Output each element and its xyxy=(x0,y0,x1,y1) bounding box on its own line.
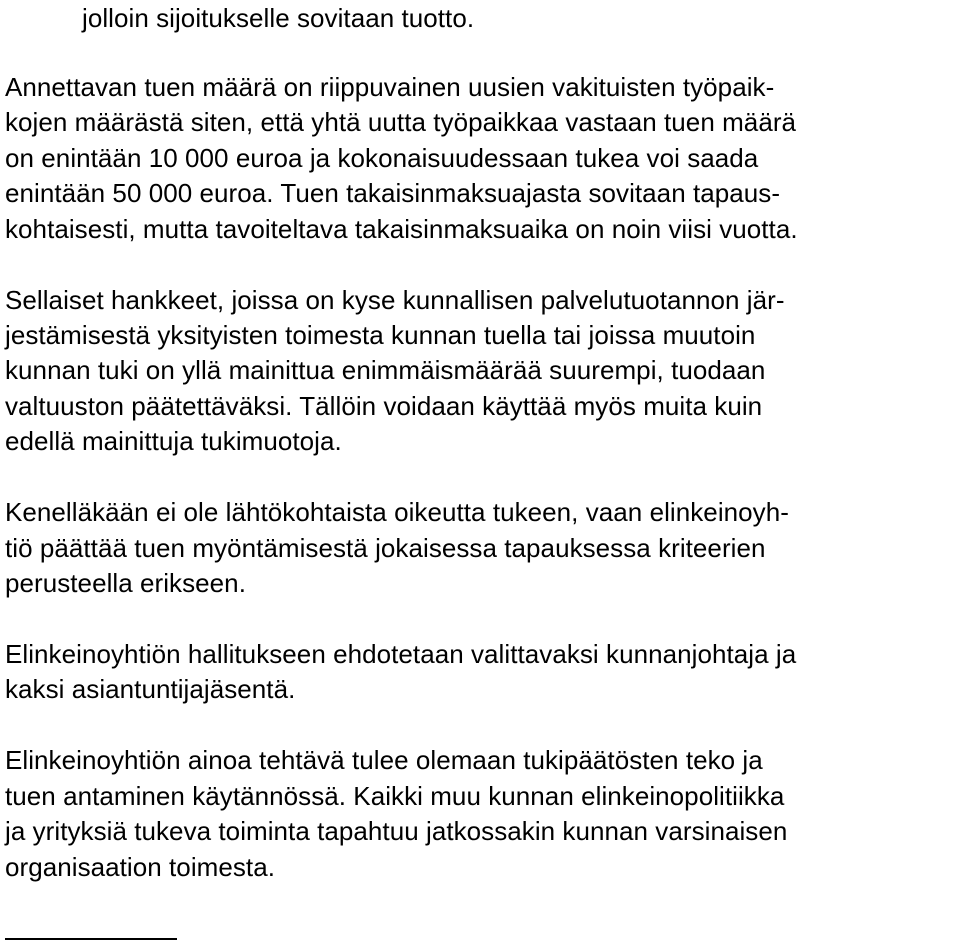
paragraph-6-line-1: Elinkeinoyhtiön ainoa tehtävä tulee olemaan tukipäätösten teko ja xyxy=(5,745,763,775)
paragraph-1-line-1: jolloin sijoitukselle sovitaan tuotto. xyxy=(82,3,475,33)
paragraph-4-line-3: perusteella erikseen. xyxy=(5,568,246,598)
paragraph-2-line-1: Annettavan tuen määrä on riippuvainen uusien vakituisten työpaik- xyxy=(5,72,775,102)
paragraph-2-line-5: kohtaisesti, mutta tavoiteltava takaisinmaksuaika on noin viisi vuotta. xyxy=(5,214,798,244)
paragraph-6-line-2: tuen antaminen käytännössä. Kaikki muu kunnan elinkeinopolitiikka xyxy=(5,781,785,811)
paragraph-2-line-4: enintään 50 000 euroa. Tuen takaisinmaksuajasta sovitaan tapaus- xyxy=(5,178,781,208)
paragraph-5-line-1: Elinkeinoyhtiön hallitukseen ehdotetaan valittavaksi kunnanjohtaja ja xyxy=(5,639,797,669)
paragraph-3-line-1: Sellaiset hankkeet, joissa on kyse kunnallisen palvelutuotannon jär- xyxy=(5,285,785,315)
paragraph-6-line-3: ja yrityksiä tukeva toiminta tapahtuu jatkossakin kunnan varsinaisen xyxy=(5,816,788,846)
footnote-separator-rule xyxy=(5,938,177,940)
paragraph-3-line-2: jestämisestä yksityisten toimesta kunnan tuella tai joissa muutoin xyxy=(5,320,756,350)
paragraph-3-line-3: kunnan tuki on yllä mainittua enimmäismäärää suurempi, tuodaan xyxy=(5,355,766,385)
paragraph-4-line-2: tiö päättää tuen myöntämisestä jokaisessa tapauksessa kriteerien xyxy=(5,533,766,563)
paragraph-3-line-5: edellä mainittuja tukimuotoja. xyxy=(5,426,342,456)
paragraph-2-line-2: kojen määrästä siten, että yhtä uutta työpaikkaa vastaan tuen määrä xyxy=(5,107,797,137)
paragraph-3-line-4: valtuuston päätettäväksi. Tällöin voidaan käyttää myös muita kuin xyxy=(5,391,763,421)
paragraph-4-line-1: Kenelläkään ei ole lähtökohtaista oikeutta tukeen, vaan elinkeinoyh- xyxy=(5,497,789,527)
paragraph-5-line-2: kaksi asiantuntijajäsentä. xyxy=(5,674,296,704)
paragraph-6-line-4: organisaation toimesta. xyxy=(5,852,275,882)
paragraph-2-line-3: on enintään 10 000 euroa ja kokonaisuudessaan tukea voi saada xyxy=(5,143,759,173)
